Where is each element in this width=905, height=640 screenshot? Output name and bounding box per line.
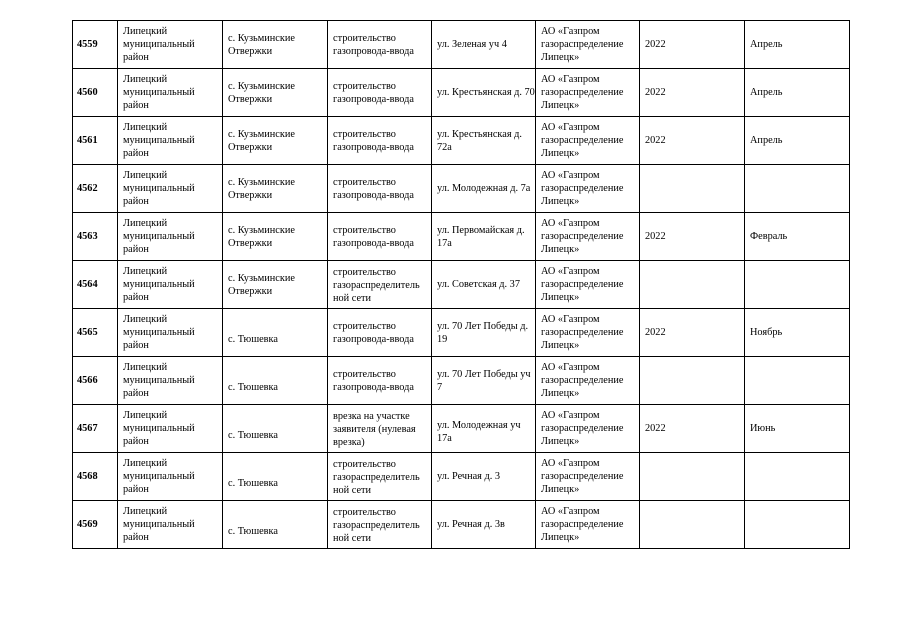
address-cell: ул. Советская д. 37 xyxy=(432,261,536,309)
row-number: 4569 xyxy=(73,501,118,549)
year-cell: 2022 xyxy=(640,309,745,357)
organization-cell: АО «Газпром газораспределение Липецк» xyxy=(536,357,640,405)
village-cell: с. Кузьминские Отвержки xyxy=(223,213,328,261)
organization-cell: АО «Газпром газораспределение Липецк» xyxy=(536,117,640,165)
village-cell: с. Тюшевка xyxy=(223,357,328,405)
district-cell: Липецкий муниципальный район xyxy=(118,69,223,117)
organization-cell: АО «Газпром газораспределение Липецк» xyxy=(536,309,640,357)
village-cell: с. Тюшевка xyxy=(223,405,328,453)
organization-cell: АО «Газпром газораспределение Липецк» xyxy=(536,213,640,261)
address-cell: ул. Речная д. 3 xyxy=(432,453,536,501)
work-type-cell: строительство газораспределитель ной сети xyxy=(328,453,432,501)
table-row xyxy=(73,261,850,309)
row-number: 4559 xyxy=(73,21,118,69)
district-cell: Липецкий муниципальный район xyxy=(118,117,223,165)
district-cell: Липецкий муниципальный район xyxy=(118,405,223,453)
organization-cell: АО «Газпром газораспределение Липецк» xyxy=(536,165,640,213)
year-cell xyxy=(640,165,745,213)
table-row xyxy=(73,165,850,213)
address-cell: ул. Речная д. 3в xyxy=(432,501,536,549)
work-type-cell: врезка на участке заявителя (нулевая врезка) xyxy=(328,405,432,453)
month-cell xyxy=(745,501,850,549)
district-cell: Липецкий муниципальный район xyxy=(118,261,223,309)
village-cell: с. Кузьминские Отвержки xyxy=(223,261,328,309)
row-number: 4564 xyxy=(73,261,118,309)
village-cell: с. Кузьминские Отвержки xyxy=(223,165,328,213)
organization-cell: АО «Газпром газораспределение Липецк» xyxy=(536,453,640,501)
row-number: 4561 xyxy=(73,117,118,165)
district-cell: Липецкий муниципальный район xyxy=(118,165,223,213)
row-number: 4563 xyxy=(73,213,118,261)
month-cell: Апрель xyxy=(745,69,850,117)
work-type-cell: строительство газораспределитель ной сети xyxy=(328,261,432,309)
year-cell: 2022 xyxy=(640,405,745,453)
organization-cell: АО «Газпром газораспределение Липецк» xyxy=(536,261,640,309)
table-body xyxy=(73,21,850,549)
table-row xyxy=(73,501,850,549)
year-cell: 2022 xyxy=(640,69,745,117)
row-number: 4565 xyxy=(73,309,118,357)
table-row xyxy=(73,453,850,501)
village-cell: с. Кузьминские Отвержки xyxy=(223,69,328,117)
year-cell xyxy=(640,453,745,501)
organization-cell: АО «Газпром газораспределение Липецк» xyxy=(536,69,640,117)
work-type-cell: строительство газопровода-ввода xyxy=(328,309,432,357)
address-cell: ул. Первомайская д. 17а xyxy=(432,213,536,261)
district-cell: Липецкий муниципальный район xyxy=(118,453,223,501)
district-cell: Липецкий муниципальный район xyxy=(118,501,223,549)
organization-cell: АО «Газпром газораспределение Липецк» xyxy=(536,405,640,453)
month-cell: Ноябрь xyxy=(745,309,850,357)
address-cell: ул. Молодежная д. 7а xyxy=(432,165,536,213)
year-cell: 2022 xyxy=(640,21,745,69)
work-type-cell: строительство газопровода-ввода xyxy=(328,21,432,69)
table-row xyxy=(73,117,850,165)
address-cell: ул. Молодежная уч 17а xyxy=(432,405,536,453)
work-type-cell: строительство газопровода-ввода xyxy=(328,213,432,261)
table-row xyxy=(73,213,850,261)
address-cell: ул. Крестьянская д. 70 xyxy=(432,69,536,117)
month-cell xyxy=(745,357,850,405)
village-cell: с. Тюшевка xyxy=(223,501,328,549)
year-cell: 2022 xyxy=(640,117,745,165)
district-cell: Липецкий муниципальный район xyxy=(118,309,223,357)
work-type-cell: строительство газопровода-ввода xyxy=(328,357,432,405)
row-number: 4568 xyxy=(73,453,118,501)
table-row xyxy=(73,69,850,117)
month-cell: Июнь xyxy=(745,405,850,453)
year-cell xyxy=(640,501,745,549)
village-cell: с. Тюшевка xyxy=(223,309,328,357)
address-cell: ул. 70 Лет Победы уч 7 xyxy=(432,357,536,405)
year-cell xyxy=(640,261,745,309)
district-cell: Липецкий муниципальный район xyxy=(118,21,223,69)
table-row xyxy=(73,21,850,69)
month-cell: Апрель xyxy=(745,21,850,69)
address-cell: ул. Зеленая уч 4 xyxy=(432,21,536,69)
village-cell: с. Тюшевка xyxy=(223,453,328,501)
month-cell xyxy=(745,453,850,501)
row-number: 4562 xyxy=(73,165,118,213)
month-cell xyxy=(745,165,850,213)
village-cell: с. Кузьминские Отвержки xyxy=(223,21,328,69)
district-cell: Липецкий муниципальный район xyxy=(118,213,223,261)
table-row xyxy=(73,309,850,357)
work-type-cell: строительство газопровода-ввода xyxy=(328,165,432,213)
address-cell: ул. 70 Лет Победы д. 19 xyxy=(432,309,536,357)
organization-cell: АО «Газпром газораспределение Липецк» xyxy=(536,501,640,549)
gas-connection-table xyxy=(72,20,850,549)
work-type-cell: строительство газопровода-ввода xyxy=(328,117,432,165)
district-cell: Липецкий муниципальный район xyxy=(118,357,223,405)
row-number: 4566 xyxy=(73,357,118,405)
work-type-cell: строительство газопровода-ввода xyxy=(328,69,432,117)
table-row xyxy=(73,357,850,405)
month-cell xyxy=(745,261,850,309)
month-cell: Апрель xyxy=(745,117,850,165)
year-cell: 2022 xyxy=(640,213,745,261)
village-cell: с. Кузьминские Отвержки xyxy=(223,117,328,165)
organization-cell: АО «Газпром газораспределение Липецк» xyxy=(536,21,640,69)
year-cell xyxy=(640,357,745,405)
row-number: 4567 xyxy=(73,405,118,453)
row-number: 4560 xyxy=(73,69,118,117)
month-cell: Февраль xyxy=(745,213,850,261)
work-type-cell: строительство газораспределитель ной сети xyxy=(328,501,432,549)
table-row xyxy=(73,405,850,453)
address-cell: ул. Крестьянская д. 72а xyxy=(432,117,536,165)
